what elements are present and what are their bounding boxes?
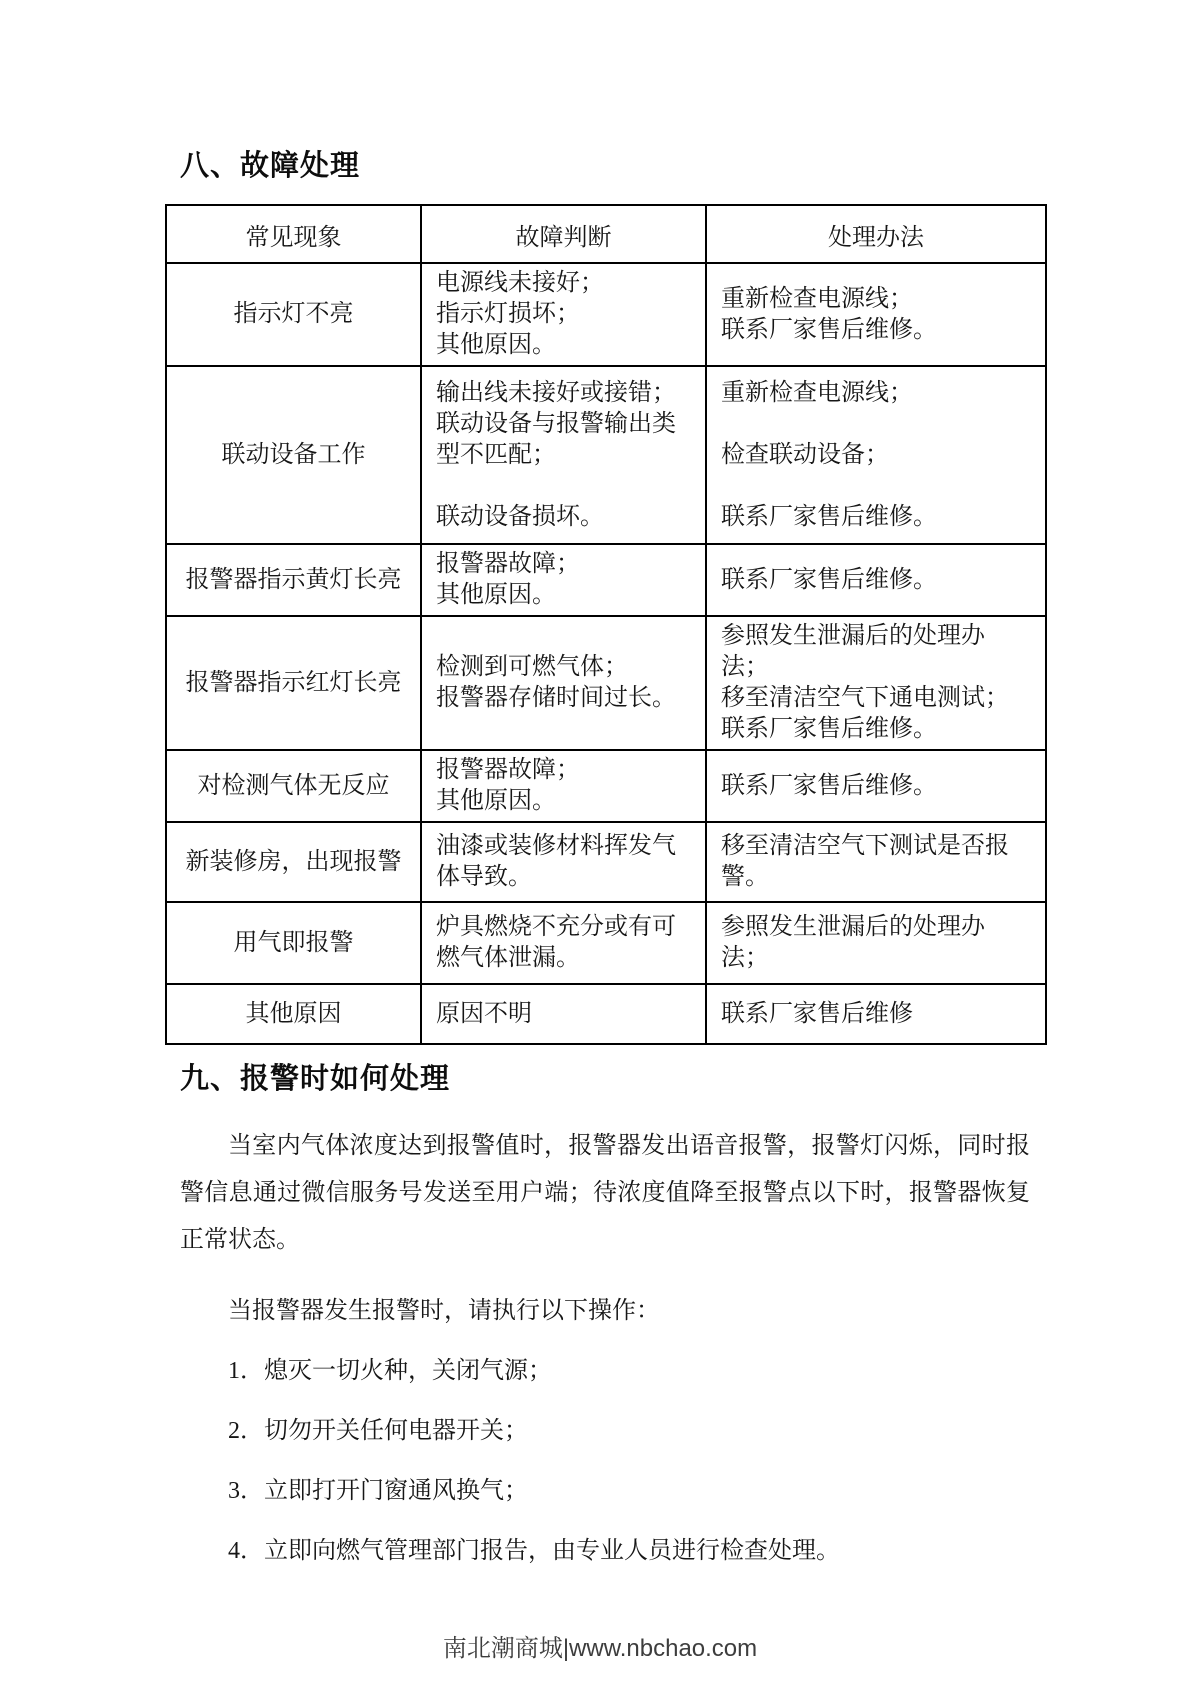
cell-line: 报警器故障； bbox=[436, 757, 580, 783]
alarm-step-item-1: 1．熄灭一切火种，关闭气源； bbox=[228, 1358, 552, 1384]
alarm-step-item-2: 2．切勿开关任何电器开关； bbox=[228, 1418, 528, 1444]
phenomenon-cell bbox=[166, 750, 421, 822]
cell-line: 用气即报警 bbox=[233, 929, 354, 956]
section-8-heading: 八、故障处理 bbox=[180, 150, 361, 182]
cell-line: 其他原因。 bbox=[436, 332, 556, 358]
cell-line: 报警器存储时间过长。 bbox=[436, 685, 676, 711]
judgment-cell bbox=[421, 366, 706, 544]
table-row bbox=[166, 750, 1046, 822]
cell-line: 参照发生泄漏后的处理办法； bbox=[721, 914, 985, 971]
cell-line: 联系厂家售后维修。 bbox=[721, 566, 937, 593]
cell-line: 检查联动设备； bbox=[721, 441, 889, 468]
cell-line: 报警器指示黄灯长亮 bbox=[185, 566, 402, 593]
judgment-cell bbox=[421, 263, 706, 366]
cell-line: 报警器故障； bbox=[436, 551, 580, 577]
judgment-cell bbox=[421, 616, 706, 750]
phenomenon-cell bbox=[166, 902, 421, 984]
solution-cell bbox=[706, 750, 1046, 822]
solution-cell bbox=[706, 544, 1046, 616]
solution-cell bbox=[706, 902, 1046, 984]
table-row bbox=[166, 366, 1046, 544]
judgment-cell bbox=[421, 544, 706, 616]
header-cell-judgment: 故障判断 bbox=[421, 205, 706, 263]
cell-line: 报警器指示红灯长亮 bbox=[185, 669, 402, 696]
table-row bbox=[166, 984, 1046, 1044]
phenomenon-cell bbox=[166, 616, 421, 750]
solution-cell bbox=[706, 616, 1046, 750]
cell-line: 参照发生泄漏后的处理办法； bbox=[721, 623, 985, 680]
table-body bbox=[166, 263, 1046, 1044]
footer-text: 南北潮商城|www.nbchao.com bbox=[442, 1635, 758, 1662]
phenomenon-cell bbox=[166, 984, 421, 1044]
cell-line: 重新检查电源线； bbox=[721, 285, 913, 312]
alarm-steps-intro: 当报警器发生报警时，请执行以下操作： bbox=[228, 1298, 660, 1324]
cell-line: 对检测气体无反应 bbox=[197, 772, 390, 799]
table-row bbox=[166, 616, 1046, 750]
solution-cell bbox=[706, 984, 1046, 1044]
cell-line: 联动设备工作 bbox=[221, 441, 366, 468]
judgment-cell bbox=[421, 822, 706, 902]
cell-line: 移至清洁空气下通电测试； bbox=[721, 685, 1009, 711]
troubleshooting-table bbox=[165, 204, 1047, 1045]
solution-cell bbox=[706, 366, 1046, 544]
phenomenon-cell bbox=[166, 263, 421, 366]
judgment-cell bbox=[421, 984, 706, 1044]
alarm-step-item-3: 3．立即打开门窗通风换气； bbox=[228, 1478, 528, 1504]
alarm-step-item-4: 4．立即向燃气管理部门报告，由专业人员进行检查处理。 bbox=[228, 1538, 840, 1564]
header-cell-solution: 处理办法 bbox=[706, 205, 1046, 263]
table-row bbox=[166, 902, 1046, 984]
phenomenon-cell bbox=[166, 822, 421, 902]
cell-line bbox=[721, 471, 1021, 502]
cell-line: 指示灯损坏； bbox=[436, 301, 580, 327]
cell-line: 新装修房，出现报警 bbox=[185, 848, 402, 875]
alarm-intro-paragraph: 当室内气体浓度达到报警值时，报警器发出语音报警，报警灯闪烁，同时报警信息通过微信服务号发送至用户端；待浓度值降至报警点以下时，报警器恢复正常状态。 bbox=[180, 1133, 1030, 1253]
cell-line: 其他原因 bbox=[245, 1000, 342, 1027]
cell-line: 输出线未接好或接错； bbox=[436, 379, 676, 406]
cell-line: 其他原因。 bbox=[436, 788, 556, 814]
cell-line: 炉具燃烧不充分或有可燃气体泄漏。 bbox=[436, 914, 676, 971]
cell-line: 联动设备损坏。 bbox=[436, 503, 604, 530]
cell-line: 油漆或装修材料挥发气体导致。 bbox=[436, 833, 676, 890]
cell-line: 指示灯不亮 bbox=[233, 301, 354, 327]
cell-line: 重新检查电源线； bbox=[721, 379, 913, 406]
cell-line: 检测到可燃气体； bbox=[436, 654, 628, 680]
cell-line: 联系厂家售后维修。 bbox=[721, 772, 937, 799]
table-row bbox=[166, 544, 1046, 616]
cell-line: 移至清洁空气下测试是否报警。 bbox=[721, 833, 1009, 890]
cell-line: 联系厂家售后维修。 bbox=[721, 716, 937, 742]
cell-line: 联系厂家售后维修。 bbox=[721, 316, 937, 343]
table-row bbox=[166, 822, 1046, 902]
cell-line: 原因不明 bbox=[436, 1000, 532, 1027]
cell-line: 其他原因。 bbox=[436, 582, 556, 608]
table-header-row bbox=[166, 205, 1046, 263]
cell-line bbox=[436, 471, 691, 502]
cell-line bbox=[721, 409, 1021, 440]
judgment-cell bbox=[421, 750, 706, 822]
cell-line: 联系厂家售后维修。 bbox=[721, 503, 937, 530]
table-row bbox=[166, 263, 1046, 366]
solution-cell bbox=[706, 822, 1046, 902]
phenomenon-cell bbox=[166, 544, 421, 616]
judgment-cell bbox=[421, 902, 706, 984]
cell-line: 电源线未接好； bbox=[436, 270, 604, 296]
solution-cell bbox=[706, 263, 1046, 366]
header-cell-phenomenon: 常见现象 bbox=[166, 205, 421, 263]
phenomenon-cell bbox=[166, 366, 421, 544]
section-9-heading: 九、报警时如何处理 bbox=[180, 1063, 451, 1095]
cell-line: 联动设备与报警输出类型不匹配； bbox=[436, 410, 676, 468]
cell-line: 联系厂家售后维修 bbox=[721, 1000, 913, 1027]
